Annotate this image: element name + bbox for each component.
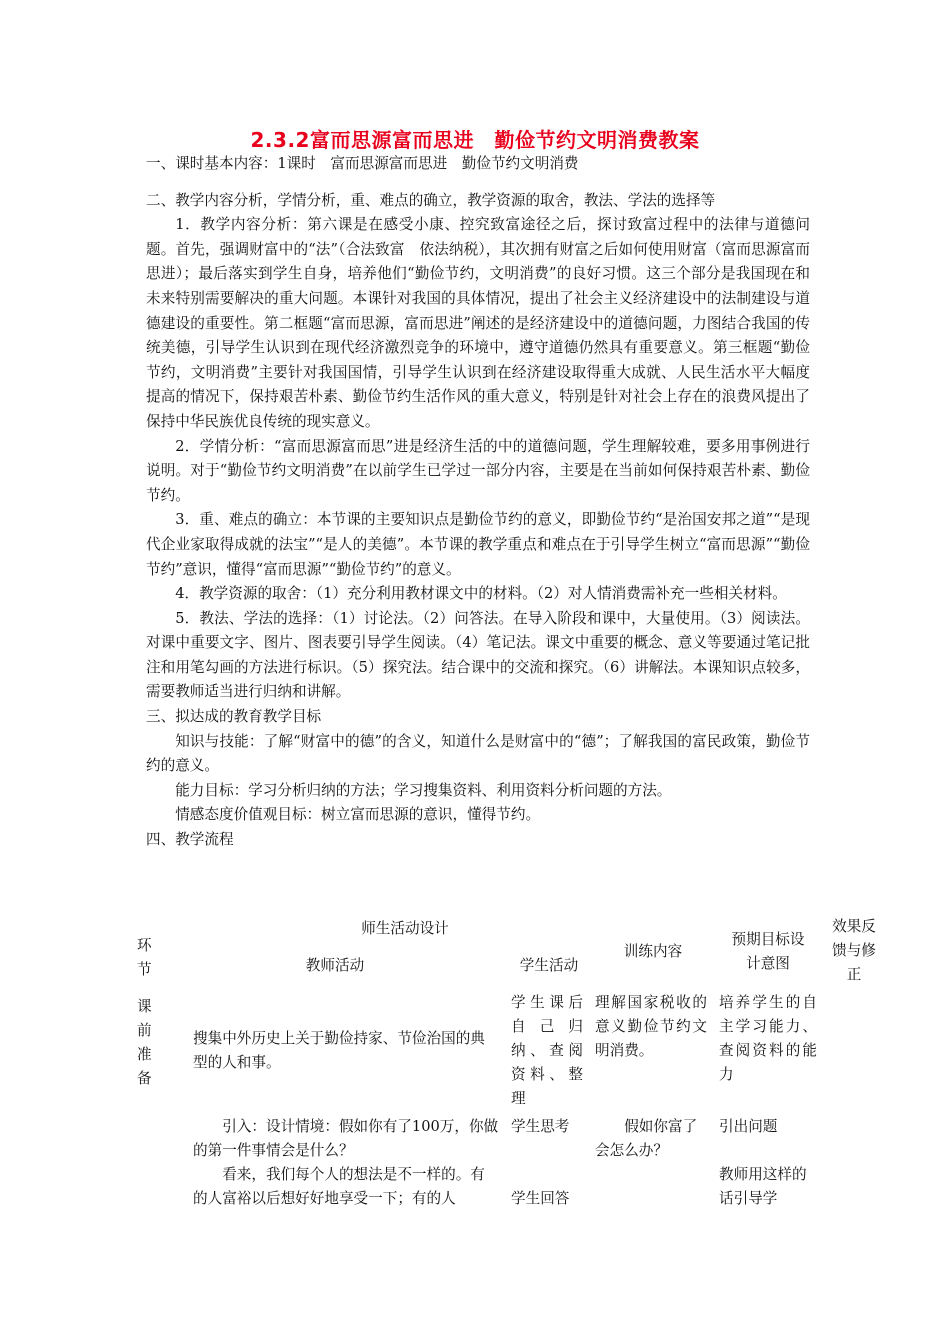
document-title: 2.3.2富而思源富而思进 勤俭节约文明消费教案 (250, 128, 700, 152)
header-student: 学生活动 (519, 957, 579, 974)
goal-knowledge: 知识与技能：了解“财富中的德”的含义，知道什么是财富中的“德”；了解我国的富民政策，勤俭节约的意义。 (146, 732, 810, 775)
row1-goal: 培养学生的自主学习能力、查阅资料的能力 (719, 994, 817, 1083)
teaching-flow-table (133, 915, 887, 1213)
section-heading-4: 四、教学流程 (146, 831, 234, 849)
header-goal: 预期目标设计意图 (731, 931, 805, 972)
paragraph-resources: 4．教学资源的取舍：（1）充分利用教材课文中的材料。（2）对人情消费需补充一些相关材料。 (175, 585, 787, 603)
header-design: 师生活动设计 (361, 920, 449, 937)
header-feedback: 效果反馈与修正 (832, 918, 876, 983)
row1-teacher: 搜集中外历史上关于勤俭持家、节俭治国的典型的人和事。 (193, 1030, 485, 1071)
row1-stage: 课前准备 (137, 998, 152, 1087)
section-heading-3: 三、拟达成的教育教学目标 (146, 708, 322, 726)
table-row (133, 989, 887, 1113)
row1-feedback (821, 989, 887, 1113)
header-stage: 环节 (137, 937, 152, 978)
paragraph-student-analysis: 2．学情分析：“富而思源富而思”进是经济生活的中的道德问题，学生理解较难，要多用事例进行说明。对于“勤俭节约文明消费”在以前学生已学过一部分内容，主要是在当前如何保持艰苦朴素、勤俭节约。 (146, 437, 810, 504)
table-row (133, 1113, 887, 1213)
row2-student: 学生思考 学生回答 (511, 1118, 570, 1207)
section-heading-2: 二、教学内容分析，学情分析，重、难点的确立，教学资源的取舍，教法、学法的选择等 (146, 191, 716, 209)
row1-training: 理解国家税收的意义勤俭节约文明消费。 (595, 994, 707, 1059)
section-heading-1: 一、课时基本内容：1课时 富而思源富而思进 勤俭节约文明消费 (146, 155, 579, 172)
goal-emotion: 情感态度价值观目标：树立富而思源的意识，懂得节约。 (175, 806, 541, 824)
table-header-row (133, 915, 887, 952)
header-training: 训练内容 (623, 943, 683, 960)
row2-stage (133, 1113, 163, 1213)
paragraph-content-analysis: 1．教学内容分析：第六课是在感受小康、控究致富途径之后，探讨致富过程中的法律与道德问题。首先，强调财富中的“法”（合法致富 依法纳税），其次拥有财富之后如何使用财富（富而思源富而思进）；最后落实到学生自身，培养他们“勤俭节约，文明消费”的良好习惯。这三个部分是我国现在和未来特别需要解决的重大问题。本课针对我国的具体情况，提出了社会主义经济建设中的法制建设与道德建设的重要性。第二框题“富而思源，富而思进”阐述的是经济建设中的道德问题，力图结合我国的传统美德，引导学生认识到在现代经济激烈竞争的环境中，遵守道德仍然具有重要意义。第三框题“勤俭节约，文明消费”主要针对我国国情，引导学生认识到在经济建设取得重大成就、人民生活水平大幅度提高的情况下，保持艰苦朴素、勤俭节约生活作风的重大意义，特别是针对社会上存在的浪费风提出了保持中华民族优良传统的现实意义。 (146, 216, 810, 430)
row2-feedback (821, 1113, 887, 1213)
goal-ability: 能力目标：学习分析归纳的方法；学习搜集资料、利用资料分析问题的方法。 (175, 781, 672, 799)
header-teacher: 教师活动 (305, 957, 365, 974)
paragraph-key-points: 3．重、难点的确立：本节课的主要知识点是勤俭节约的意义，即勤俭节约“是治国安邦之道”“是现代企业家取得成就的法宝”“是人的美德”。本节课的教学重点和难点在于引导学生树立“富而思源”“勤俭节约”意识，懂得“富而思源”“勤俭节约”的意义。 (146, 511, 810, 578)
paragraph-methods: 5．教法、学法的选择：（1）讨论法。（2）问答法。在导入阶段和课中，大量使用。（3）阅读法。对课中重要文字、图片、图表要引导学生阅读。（4）笔记法。课文中重要的概念、意义等要通过笔记批注和用笔勾画的方法进行标识。（5）探究法。结合课中的交流和探究。（6）讲解法。本课知识点较多，需要教师适当进行归纳和讲解。 (146, 609, 810, 701)
document-body (146, 152, 810, 853)
row2-teacher: 引入：设计情境：假如你有了100万，你做的第一件事情会是什么？ 看来，我们每个人的想法是不一样的。有的人富裕以后想好好地享受一下；有的人 (193, 1118, 499, 1207)
row1-student: 学生课后自己归纳、查阅资料、整理 (511, 994, 583, 1107)
row2-goal: 引出问题 教师用这样的话引导学 (719, 1118, 807, 1207)
row2-training: 假如你富了会怎么办？ (595, 1118, 698, 1159)
